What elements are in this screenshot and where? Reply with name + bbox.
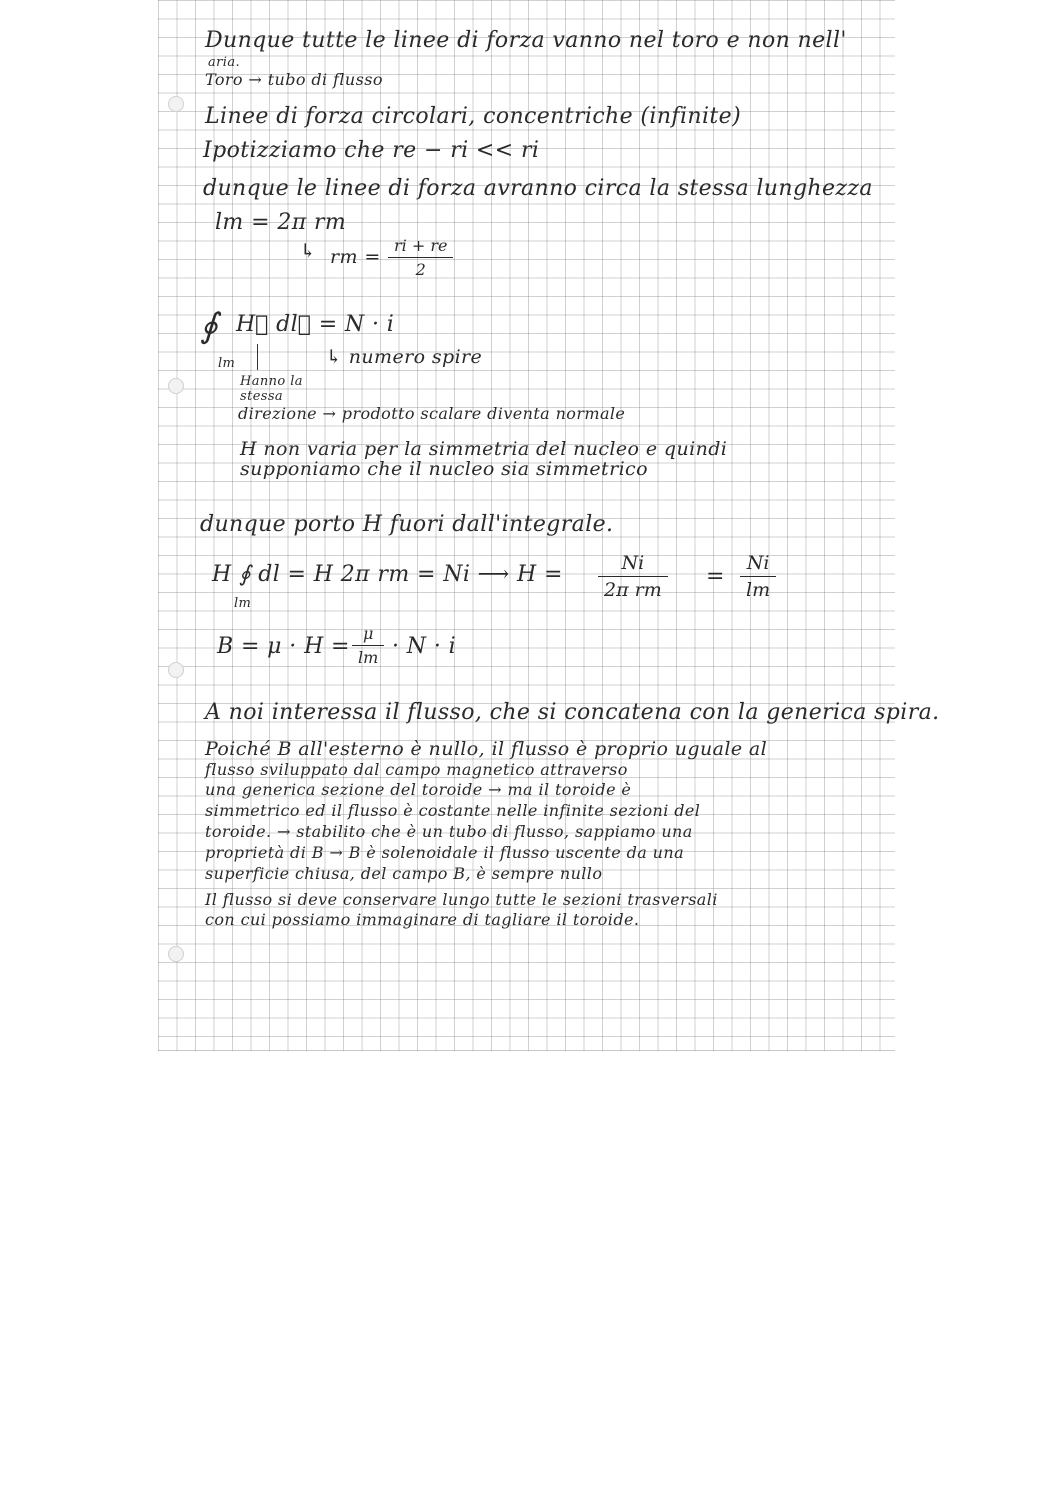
integral-subscript: lm [218, 356, 236, 371]
integral-sign: ∮ [200, 306, 219, 346]
note-line-11: H non varia per la simmetria del nucleo e quindi [240, 438, 728, 460]
note-line-22: proprietà di B → B è solenoidale il flusso uscente da una [205, 843, 685, 862]
note-line-16: A noi interessa il flusso, che si concatena con la generica spira. [205, 700, 940, 725]
equals-sign: = [706, 564, 725, 589]
fraction-denominator: 2 [388, 257, 453, 279]
formula-ampere: H⃗ dl⃗ = N · i [236, 312, 395, 337]
formula-rm-lhs: rm = [330, 246, 381, 268]
binder-hole [168, 946, 184, 962]
note-line-1: Dunque tutte le linee di forza vanno nel toro e non nell' [205, 28, 847, 53]
note-line-17: Poiché B all'esterno è nullo, il flusso è proprio uguale al [205, 738, 768, 760]
formula-b-lhs: B = μ · H = [217, 634, 350, 659]
note-line-10: direzione → prodotto scalare diventa normale [238, 404, 626, 423]
note-line-3: Linee di forza circolari, concentriche (infinite) [205, 104, 742, 129]
note-hanno-la: Hanno la [240, 374, 303, 389]
fraction-numerator: μ [362, 624, 374, 643]
fraction-numerator: ri + re [394, 236, 448, 255]
formula-h-derivation: H ∮ dl = H 2π rm = Ni ⟶ H = [212, 562, 563, 587]
integral-subscript-2: lm [234, 596, 252, 611]
note-line-18: flusso sviluppato dal campo magnetico attraverso [205, 760, 628, 779]
note-line-5: dunque le linee di forza avranno circa la stessa lunghezza [203, 176, 873, 201]
note-line-24: Il flusso si deve conservare lungo tutte le sezioni trasversali [205, 890, 718, 909]
note-line-1-cont: aria. [208, 55, 241, 70]
annotation-arrow [257, 344, 258, 370]
fraction-denominator: lm [352, 645, 384, 667]
note-line-2: Toro → tubo di flusso [205, 70, 383, 89]
note-numero-spire: ↳ numero spire [326, 346, 483, 368]
formula-b-fraction [352, 624, 384, 667]
note-line-25: con cui possiamo immaginare di tagliare il toroide. [205, 910, 640, 929]
formula-rm-fraction [388, 236, 453, 279]
note-line-20: simmetrico ed il flusso è costante nelle infinite sezioni del [205, 801, 701, 820]
formula-h-fraction-1 [598, 552, 668, 601]
formula-h-fraction-2 [740, 552, 776, 601]
fraction-numerator: Ni [746, 552, 770, 574]
arrow-sub: ↳ [300, 240, 317, 262]
binder-hole [168, 96, 184, 112]
note-line-13: dunque porto H fuori dall'integrale. [200, 512, 614, 537]
note-line-21: toroide. → stabilito che è un tubo di flusso, sappiamo una [205, 822, 693, 841]
note-stessa: stessa [240, 389, 284, 404]
note-line-19: una generica sezione del toroide → ma il toroide è [205, 780, 632, 799]
binder-hole [168, 662, 184, 678]
fraction-denominator: 2π rm [598, 576, 668, 601]
fraction-numerator: Ni [621, 552, 645, 574]
formula-b-rhs: · N · i [392, 634, 457, 659]
formula-lm: lm = 2π rm [215, 210, 347, 235]
note-line-4: Ipotizziamo che re − ri << ri [203, 138, 540, 163]
note-line-23: superficie chiusa, del campo B, è sempre nullo [205, 864, 603, 883]
binder-hole [168, 378, 184, 394]
fraction-denominator: lm [740, 576, 776, 601]
note-line-12: supponiamo che il nucleo sia simmetrico [240, 458, 648, 480]
